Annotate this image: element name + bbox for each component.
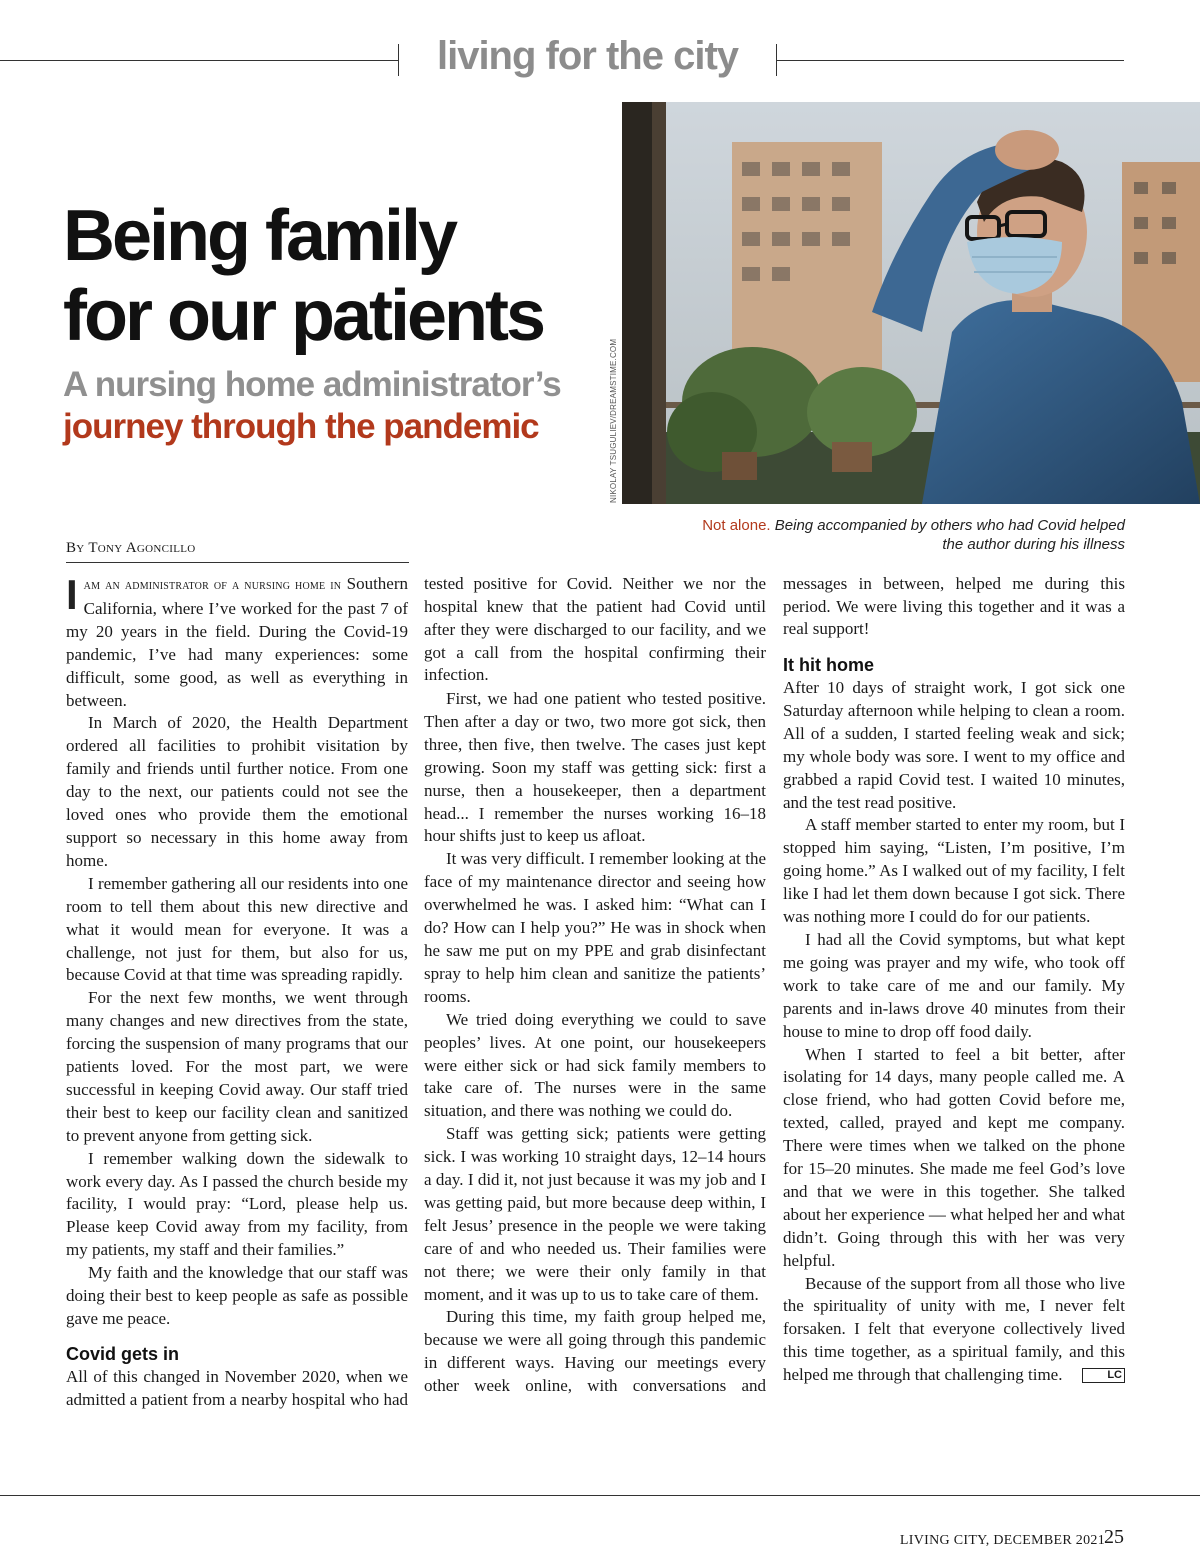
paragraph-5: I remember walking down the sidewalk to work every day. As I passed the church beside my facility, I would pray: “Lord, please help us. Please keep Covid away from my facility, from my patients, my staff and their families.” (66, 1148, 408, 1260)
headline (63, 196, 603, 356)
section-title: living for the city (436, 34, 739, 78)
photo-credit-text: NIKOLAY TSUGULIEV/DREAMSTIME.COM (609, 338, 618, 503)
paragraph-7-continued (424, 573, 766, 688)
drop-cap: I (66, 571, 78, 618)
header-rule-right (776, 60, 1124, 61)
headline-line-2: for our patients (63, 276, 544, 356)
paragraph-1-text: Southern California, where I’ve worked for the past 7 of my 20 years in the field. During the Covid-19 pandemic, I’ve had many experiences: some difficult, some good, as well as everything in between. (66, 574, 409, 710)
paragraph-12: During this time, my faith group helped me, because we were all going through this pandemic in different ways. Having our meetings every other week online, with conversations and (424, 1307, 766, 1396)
photo-credit (605, 338, 619, 503)
byline-rule (66, 562, 409, 563)
photo-caption (700, 516, 1125, 554)
subhead (63, 364, 603, 448)
paragraph-7-continued-text: tested positive for Covid. Neither we nor the hospital knew that the patient had Covid until after they were discharged to our facility, and we got a call from the hospital confirming their infection. (424, 573, 766, 685)
paragraph-15: I had all the Covid symptoms, but what kept me going was prayer and my wife, who took off work to take care of me and our family. My parents and in-laws drove 40 minutes from their house to mine to drop off food daily. (783, 929, 1125, 1041)
article-column-2 (424, 573, 766, 1398)
header-tick-left (398, 44, 399, 76)
paragraph-3: I remember gathering all our residents into one room to tell them about this new directive and what it would mean for everyone. It was a challenge, not just for them, but also for us, because Covid at that time was spreading rapidly. (66, 873, 408, 985)
caption-text: Being accompanied by others who had Covid helped the author during his illness (774, 517, 1125, 553)
footer-publication: LIVING CITY, DECEMBER 2021 (899, 1533, 1105, 1548)
photo-illustration (622, 102, 1200, 504)
byline: By Tony Agoncillo (66, 540, 196, 556)
header-rule-left (0, 60, 398, 61)
subhead-line-2: journey through the pandemic (63, 407, 539, 446)
subheading-covid-gets-in: Covid gets in (66, 1343, 180, 1364)
paragraph-17 (783, 1273, 1125, 1388)
paragraph-9: It was very difficult. I remember looking at the face of my maintenance director and seeing how overwhelmed he was. I asked him: “What can I do? How can I help you?” He was in shock when he saw me put on my PPE and grab disinfectant spray to help him clean and sanitize the patients’ rooms. (424, 849, 766, 1006)
paragraph-11: Staff was getting sick; patients were getting sick. I was working 10 straight days, 12–14 hours a day. I did it, not just because it was my job and I was getting paid, but more because deep within, I felt Jesus’ presence in the people we were taking care of and who needed us. Their families were not there; we were their only family in that moment, and it was up to us to take care of them. (424, 1124, 766, 1304)
footer-rule (0, 1495, 1200, 1496)
end-mark-logo: LC (1082, 1368, 1125, 1383)
article-photo (622, 102, 1200, 504)
paragraph-8: First, we had one patient who tested positive. Then after a day or two, two more got sick, then three, then five, then twelve. The cases just kept growing. Soon my staff was getting sick: first a nurse, then a housekeeper, then a department head... I remember the nurses working 16–18 hour shifts just to keep us afloat. (424, 689, 766, 846)
caption-lead: Not alone. (702, 517, 771, 534)
paragraph-17-text: Because of the support from all those who live the spirituality of unity with me, I never felt forsaken. I felt that everyone collectively lived this time together, as a spiritual family, and this helped me through that challenging time. (783, 1273, 1125, 1385)
paragraph-16: When I started to feel a bit better, after isolating for 14 days, many people called me. A close friend, who had gotten Covid before me, texted, called, prayed and kept me company. There were times when we talked on the phone for 15–20 minutes. She made me feel God’s love and that we were in this together. She talked about her experience — what helped her and what didn’t. Going through this with her was very helpful. (783, 1044, 1125, 1270)
paragraph-4: For the next few months, we went through many changes and new directives from the state, forcing the suspension of many programs that our patients loved. For the most part, we were successful in keeping Covid away. Our staff tried their best to keep our facility clean and sanitized to prevent anyone from getting sick. (66, 988, 408, 1145)
article-column-1 (66, 573, 408, 1412)
paragraph-2: In March of 2020, the Health Department ordered all facilities to prohibit visitation by family and friends until further notice. From one day to the next, our patients could not see the loved ones who provide them the emotional support so necessary in this home away from home. (66, 713, 408, 870)
subheading-it-hit-home: It hit home (783, 655, 874, 675)
page-number: 25 (1104, 1526, 1124, 1548)
paragraph-14: A staff member started to enter my room, but I stopped him saying, “Listen, I’m positive, I’m going home.” As I walked out of my facility, I felt like I had let them down because I got sick. There was nothing more I could do for our patients. (783, 815, 1125, 927)
lead-in-smallcaps: am an administrator of a nursing home in (83, 578, 342, 593)
paragraph-12-continued-text: messages in between, helped me during this period. We were living this together and it was a real support! (783, 573, 1125, 639)
subhead-line-1: A nursing home administrator’s (63, 365, 561, 404)
paragraph-1 (66, 573, 408, 712)
paragraph-10: We tried doing everything we could to save peoples’ lives. At one point, our housekeepers were either sick or had sick family members to take care of. The nurses were in the same situation, and there was nothing we could do. (424, 1009, 766, 1121)
paragraph-12-continued (783, 573, 1125, 642)
paragraph-6: My faith and the knowledge that our staff was doing their best to keep people as safe as possible gave me peace. (66, 1263, 408, 1328)
article-column-3 (783, 573, 1125, 1387)
paragraph-13: After 10 days of straight work, I got sick one Saturday afternoon while helping to clean a room. All of a sudden, I started feeling weak and sick; my whole body was sore. I went to my office and grabbed a rapid Covid test. I waited 10 minutes, and the test read positive. (783, 678, 1125, 812)
paragraph-7: All of this changed in November 2020, when we admitted a patient from a nearby hospital who had (66, 1366, 408, 1409)
headline-line-1: Being family (63, 196, 456, 276)
